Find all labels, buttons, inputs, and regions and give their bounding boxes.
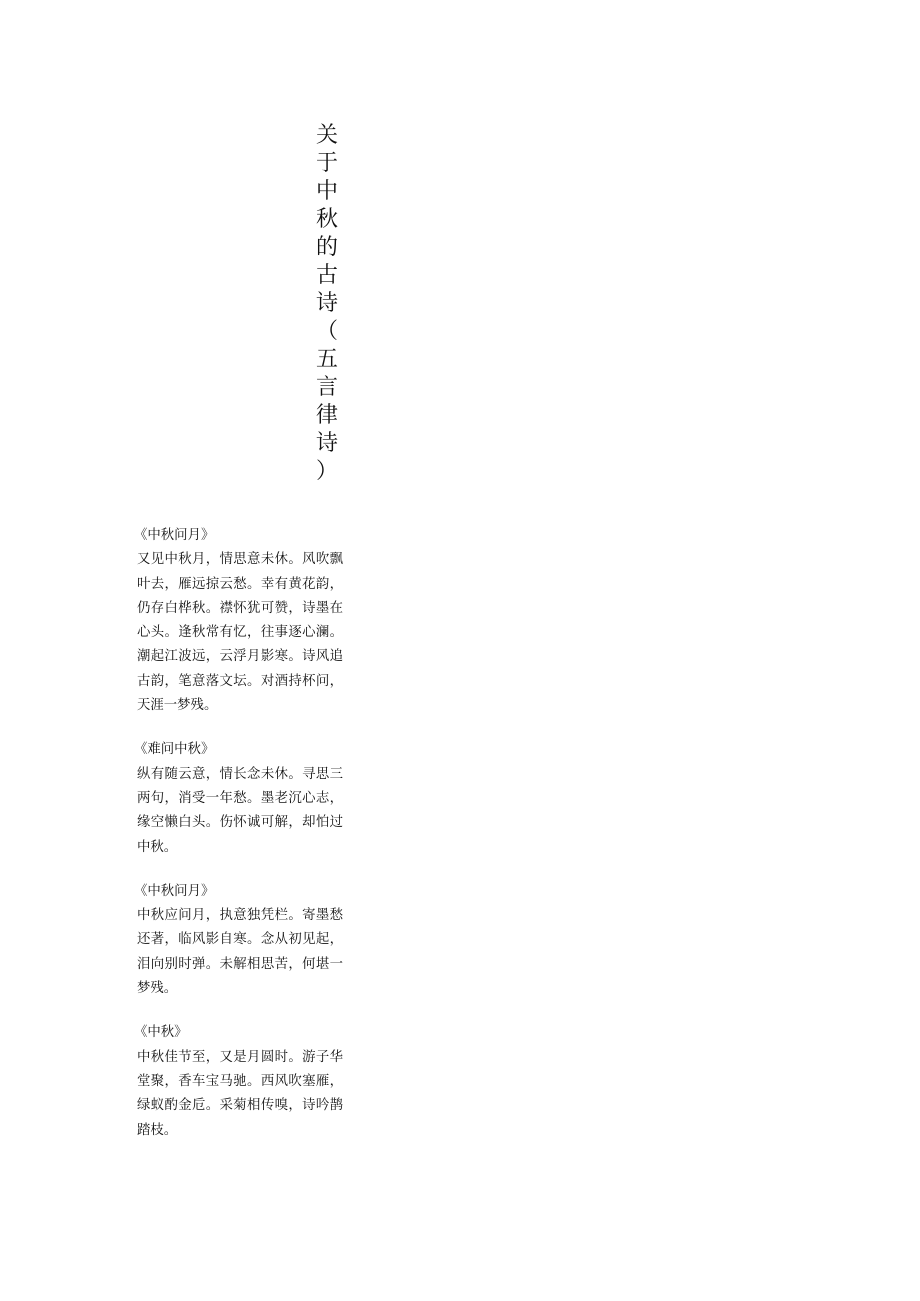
poem-list — [134, 524, 343, 1163]
poem-title: 《中秋》 — [134, 1025, 188, 1041]
page-title-char: 的 — [315, 235, 338, 260]
page-title-char: （ — [315, 319, 338, 344]
page-title-char: 言 — [315, 375, 338, 400]
poem-body: 纵有随云意，情长念未休。寻思三两句，消受一年愁。墨老沉心志，缘空懒白头。伤怀诚可解，却怕过中秋。 — [137, 766, 343, 855]
poem-title: 《中秋问月》 — [134, 883, 215, 899]
page-title-char: 律 — [315, 403, 338, 428]
page-title-char: 诗 — [315, 291, 338, 316]
page-title-char: 秋 — [315, 207, 338, 232]
page-title — [312, 122, 342, 486]
poem-body: 中秋应问月，执意独凭栏。寄墨愁还著，临风影自寒。念从初见起，泪向别时弹。未解相思苦，何堪一梦残。 — [137, 908, 343, 997]
poem-title: 《中秋问月》 — [134, 528, 215, 543]
poem-body: 中秋佳节至，又是月圆时。游子华堂聚，香车宝马驰。西风吹塞雁，绿蚁酌金卮。采菊相传嗅，诗吟鹊踏枝。 — [137, 1049, 343, 1138]
poem — [134, 738, 343, 859]
poem — [134, 880, 343, 1001]
page-title-char: 诗 — [315, 431, 338, 456]
poem — [134, 1021, 343, 1142]
page-title-char: 古 — [315, 263, 338, 288]
poem-title: 《难问中秋》 — [134, 742, 215, 758]
page-title-char: 于 — [315, 151, 338, 176]
poem — [134, 524, 343, 718]
page-title-char: 关 — [315, 123, 338, 148]
page-title-char: 中 — [315, 179, 338, 204]
page-title-char: 五 — [315, 347, 338, 372]
poem-body: 又见中秋月，情思意未休。风吹飘叶去，雁远掠云愁。幸有黄花韵，仍存白桦秋。襟怀犹可赞，诗墨在心头。逢秋常有忆，往事逐心澜。潮起江波远，云浮月影寒。诗风追古韵，笔意落文坛。对酒持杯问，天涯一梦残。 — [137, 552, 343, 714]
page-title-char: ） — [315, 459, 338, 484]
